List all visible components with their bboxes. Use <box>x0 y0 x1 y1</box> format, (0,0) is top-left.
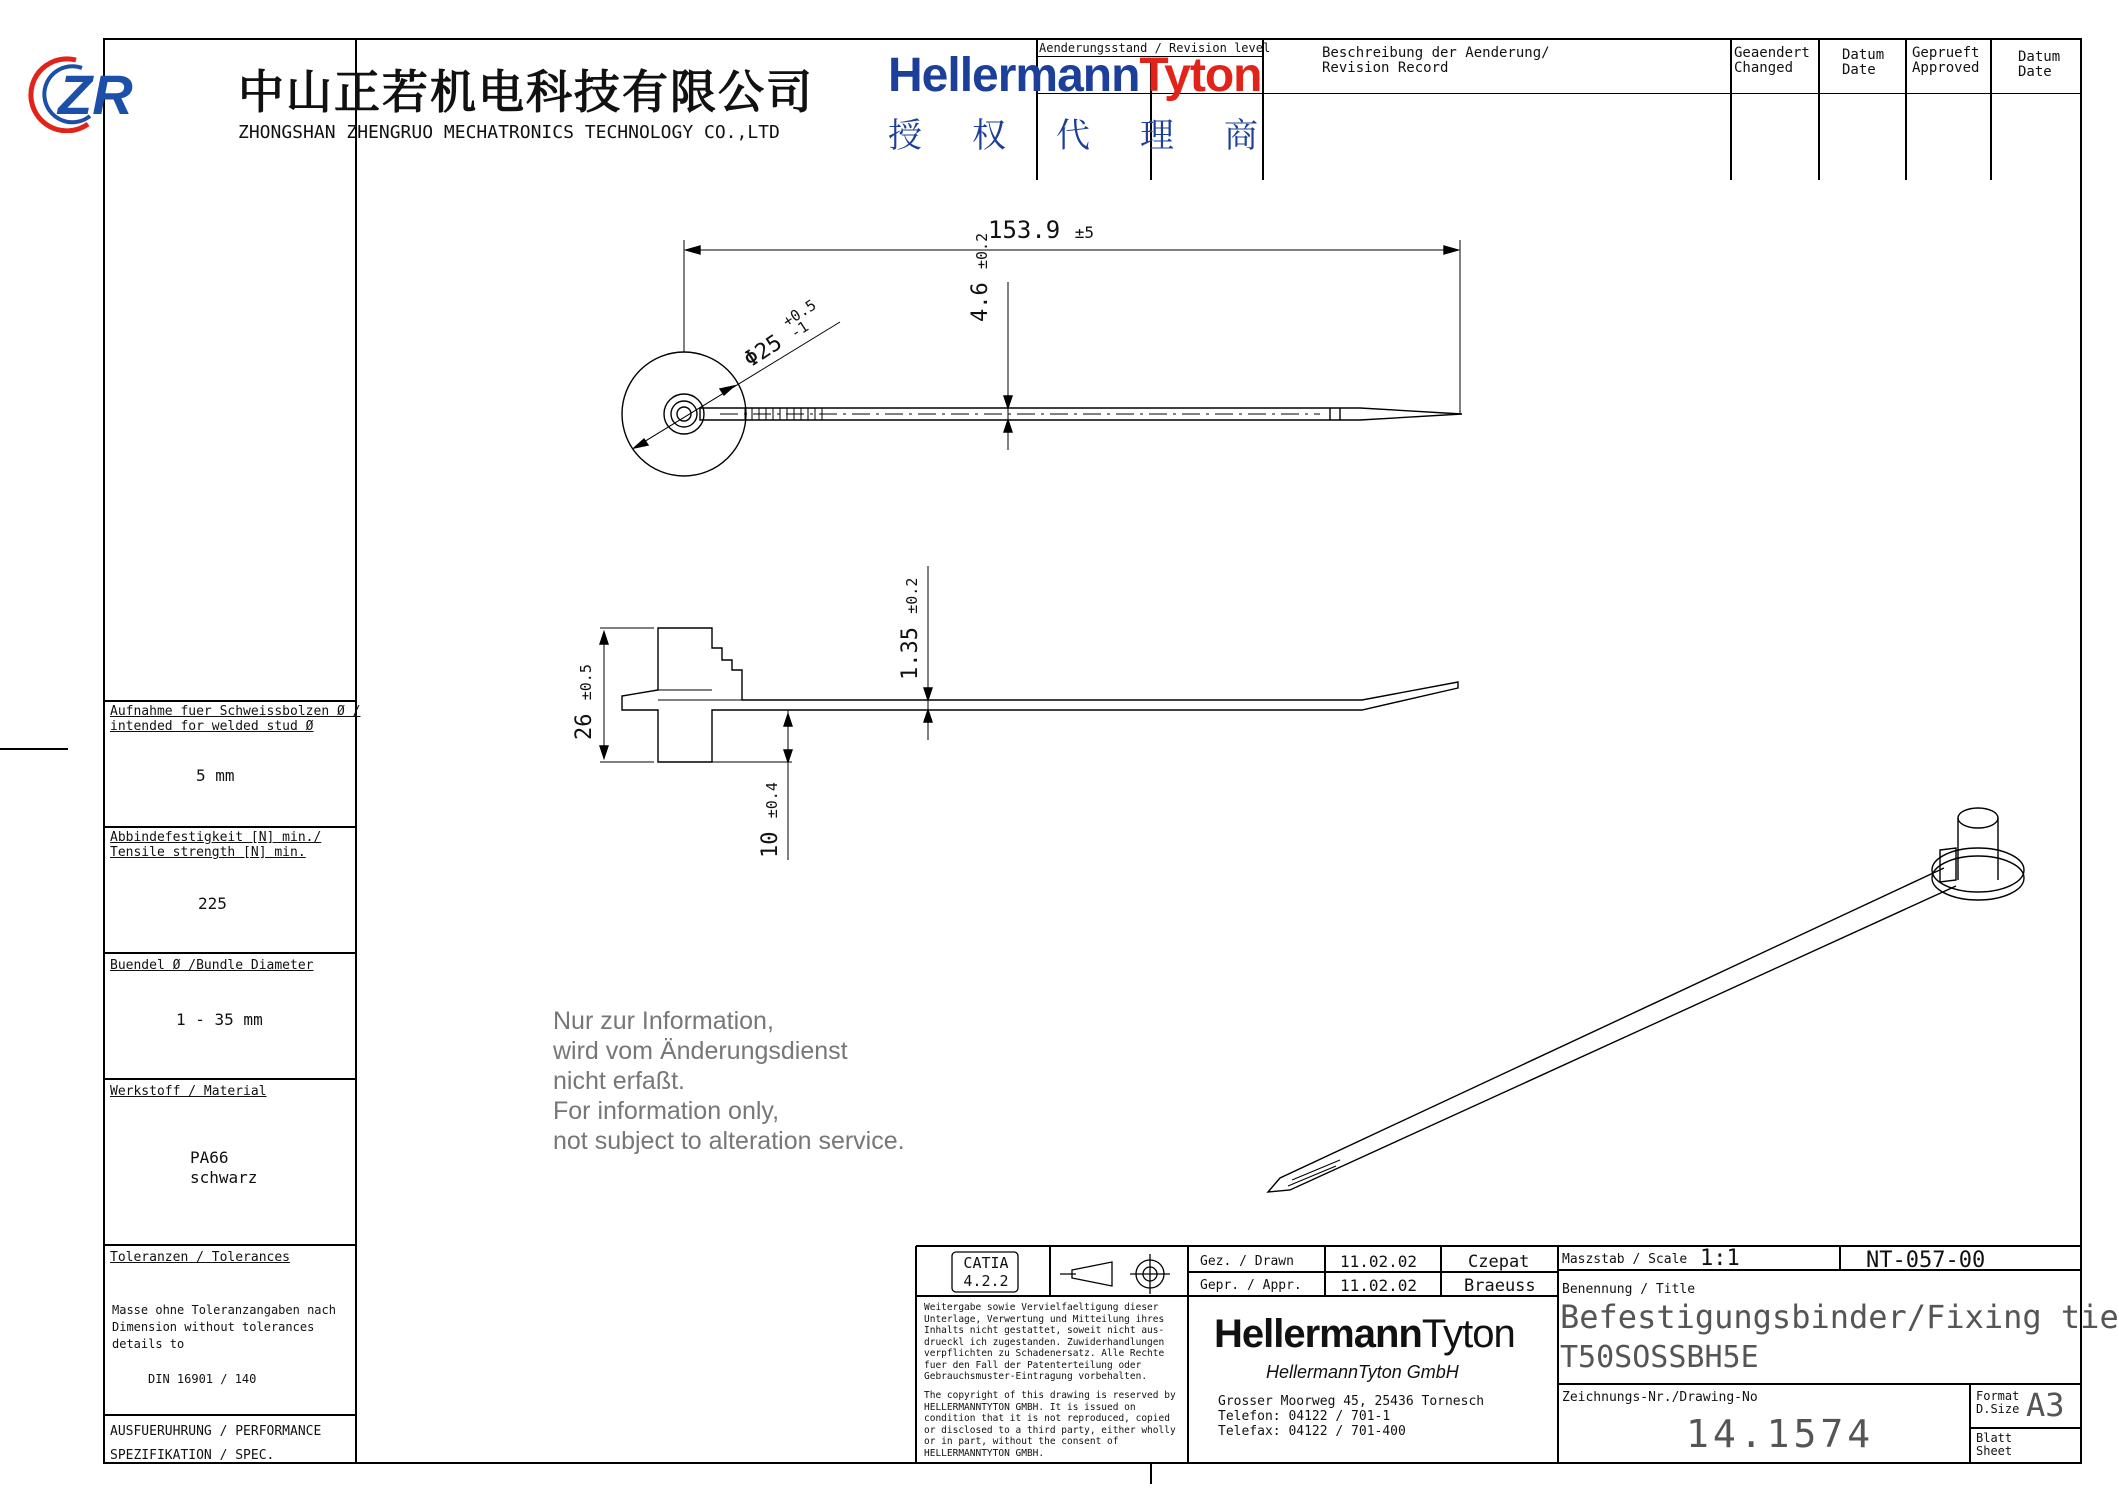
tolerances-std: DIN 16901 / 140 <box>148 1372 257 1386</box>
company-name: HellermannTyton GmbH <box>1266 1362 1459 1382</box>
copyright-en: The copyright of this drawing is reserved by HELLERMANNTYTON GMBH. It is issued on condition that it is not reproduced, copied or disclosed to a third party, either wholly or in part, without the consent of HELLERMANNTYTON GMBH. <box>924 1390 1176 1459</box>
fax-line: Telefax: 04122 / 701-400 <box>1218 1424 1406 1439</box>
iso-base <box>1932 848 2024 892</box>
copyright-de: Weitergabe sowie Vervielfaeltigung dieser Unterlage, Verwertung und Mitteilung ihres Inhalts nicht gestattet, soweit nicht aus- drueckl ich zugestanden. Zuwiderhandlungen verpflichten zu Schadenersatz. Alle Rechte fuer den Fall der Patenterteilung oder Gebrauchsmuster-Eintragung vorbehalten. <box>924 1302 1165 1382</box>
auth-char: 代 <box>1056 117 1090 155</box>
nt-code: NT-057-00 <box>1866 1248 1986 1273</box>
info-note: Nur zur Information, wird vom Änderungsdienst nicht erfaßt. For information only, not subject to alteration service. <box>553 1007 905 1155</box>
appr-label: Gepr. / Appr. <box>1200 1278 1302 1293</box>
material-label: Werkstoff / Material <box>110 1084 267 1099</box>
tensile-value: 225 <box>198 894 227 913</box>
scale-value: 1:1 <box>1700 1246 1740 1271</box>
dim-length-value: 153.9 <box>988 216 1061 244</box>
tensile-label: Abbindefestigkeit [N] min./ Tensile strength [N] min. <box>110 830 322 860</box>
drawn-by: Czepat <box>1468 1252 1530 1272</box>
scale-label: Maszstab / Scale <box>1562 1252 1688 1267</box>
bundle-value: 1 - 35 mm <box>176 1010 263 1029</box>
drawn-label: Gez. / Drawn <box>1200 1254 1294 1269</box>
iso-tie-band <box>1268 868 1956 1192</box>
catia-text: CATIA <box>963 1254 1009 1272</box>
title-line1: Befestigungsbinder/Fixing tie <box>1560 1298 2119 1336</box>
revision-level-label: Aenderungsstand / Revision level <box>1039 41 1271 55</box>
catia-version: 4.2.2 <box>963 1272 1009 1290</box>
dim-base-tol: ±0.4 <box>763 782 781 819</box>
auth-char: 权 <box>972 117 1006 155</box>
dim-base <box>758 782 783 858</box>
dim-dia-value: Φ25 <box>739 330 787 373</box>
dim-base-value: 10 <box>758 831 783 858</box>
tb-brand-part1: Hellermann <box>1214 1312 1422 1356</box>
address-line: Grosser Moorweg 45, 25436 Tornesch <box>1218 1394 1485 1409</box>
dim-thickness <box>898 578 923 680</box>
weld-stud-value: 5 mm <box>196 766 235 785</box>
company-en: ZHONGSHAN ZHENGRUO MECHATRONICS TECHNOLOGY CO.,LTD <box>238 122 780 143</box>
approved-label: Geprueft Approved <box>1912 45 1980 76</box>
tie-side-profile <box>622 628 1458 762</box>
tolerances-text: Masse ohne Toleranzangaben nach Dimension without tolerances details to <box>112 1303 336 1351</box>
weld-stud-label: Aufnahme fuer Schweissbolzen Ø / intended for welded stud Ø <box>110 704 361 734</box>
appr-date: 11.02.02 <box>1340 1276 1418 1295</box>
drawn-date: 11.02.02 <box>1340 1252 1418 1271</box>
catia-label <box>958 1254 1014 1290</box>
appr-by: Braeuss <box>1464 1276 1536 1296</box>
date-label-1: Datum Date <box>1842 47 1885 78</box>
title-label: Benennung / Title <box>1562 1282 1696 1297</box>
tb-brand-part2: Tyton <box>1421 1312 1515 1356</box>
dim-thickness-value: 1.35 <box>898 627 923 680</box>
dim-height-value: 26 <box>572 713 597 740</box>
revision-record-label: Beschreibung der Aenderung/ Revision Record <box>1322 45 1550 76</box>
company-cn: 中山正若机电科技有限公司 <box>238 66 814 118</box>
tie-band-top <box>700 408 1462 420</box>
phone-line: Telefon: 04122 / 701-1 <box>1218 1409 1391 1424</box>
tolerances-label: Toleranzen / Tolerances <box>110 1250 291 1265</box>
sheet-label: Blatt Sheet <box>1976 1431 2013 1458</box>
auth-char: 理 <box>1140 117 1174 155</box>
dim-length-tol: ±5 <box>1074 223 1094 242</box>
format-value: A3 <box>2026 1386 2065 1424</box>
dim-height <box>572 664 597 740</box>
format-label: Format D.Size <box>1976 1389 2020 1416</box>
dim-width <box>968 233 993 322</box>
auth-char: 授 <box>888 117 922 155</box>
drawing-no: 14.1574 <box>1686 1412 1875 1456</box>
dim-length <box>988 216 1094 244</box>
logo-text: ZR <box>58 63 133 126</box>
dim-height-tol: ±0.5 <box>577 664 595 701</box>
performance-label: AUSFUERUHRUNG / PERFORMANCE SPEZIFIKATION / SPEC. <box>110 1424 322 1463</box>
title-block-logo <box>1214 1312 1515 1357</box>
dim-dia-tol: +0.5 -1 <box>779 295 820 343</box>
dim-thickness-tol: ±0.2 <box>903 577 921 614</box>
material-value: PA66 schwarz <box>190 1148 258 1187</box>
date-label-2: Datum Date <box>2018 49 2061 80</box>
bundle-label: Buendel Ø /Bundle Diameter <box>110 958 314 973</box>
dim-width-value: 4.6 <box>968 282 993 322</box>
drawing-no-label: Zeichnungs-Nr./Drawing-No <box>1562 1390 1758 1405</box>
auth-char: 商 <box>1224 117 1258 155</box>
company-address <box>1218 1394 1484 1439</box>
title-line2: T50SOSSBH5E <box>1560 1340 1759 1375</box>
brand-part1: Hellermann <box>888 49 1140 102</box>
dim-width-tol: ±0.2 <box>973 232 991 269</box>
changed-label: Geaendert Changed <box>1734 45 1810 76</box>
brand-part2: Tyton <box>1139 49 1262 102</box>
